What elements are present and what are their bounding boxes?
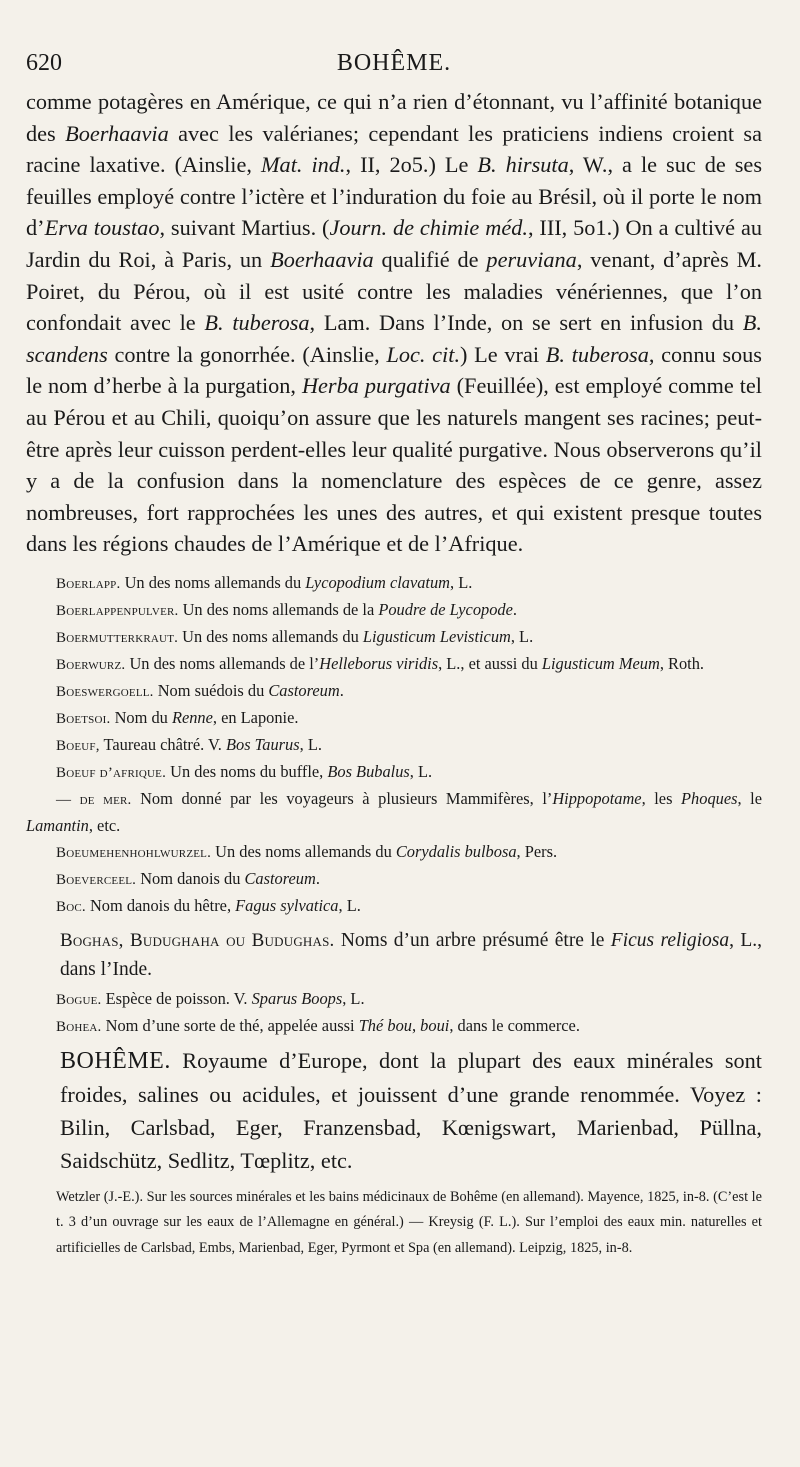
entry-boeverceel: Boeverceel. Nom danois du Castoreum. [56,868,320,888]
entry-boheme: BOHÊME. Royaume d’Europe, dont la plupart des eaux minérales sont froides, salines ou acidules, et jouissent d’une grande renommée. Voyez : Bilin, Carlsbad, Eger, Franzensbad, Kœnigswart, Marienbad, Püllna, Saidschütz, Sedlitz, Tœplitz, etc. [60,1047,762,1173]
entry-boerlapp: Boerlapp. Un des noms allemands du Lycopodium clavatum, L. [56,572,473,592]
dictionary-entries [26,570,762,920]
entry-boeuf: Boeuf, Taureau châtré. V. Bos Taurus, L. [56,734,322,754]
entry-boeswergoell: Boeswergoell. Nom suédois du Castoreum. [56,680,344,700]
entry-boerlappenpulver: Boerlappenpulver. Un des noms allemands de la Poudre de Lycopode. [56,599,517,619]
entry-boeumehenhohlwurzel: Boeumehenhohlwurzel. Un des noms allemands du Corydalis bulbosa, Pers. [56,841,558,861]
running-title: BOHÊME. [336,50,452,76]
entry-boeuf-de-mer: — de mer. Nom donné par les voyageurs à plusieurs Mammifères, l’Hippopotame, les Phoques, le Lamantin, etc. [26,788,763,835]
paragraph-boerhaavia: comme potagères en Amérique, ce qui n’a rien d’étonnant, vu l’affinité botanique des Boerhaavia avec les valérianes; cependant les praticiens indiens croient sa racine laxative. (Ainslie, Mat. ind., II, 2o5.) Le B. hirsuta, W., a le suc de ses feuilles employé contre l’ictère et l’induration du foie au Brésil, où il porte le nom d’Erva toustao, suivant Martius. (Journ. de chimie méd., III, 5o1.) On a cultivé au Jardin du Roi, à Paris, un Boerhaavia qualifié de peruviana, venant, d’après M. Poiret, du Pérou, où il est usité contre les maladies vénériennes, que l’on confondait avec le B. tuberosa, Lam. Dans l’Inde, on se sert en infusion du B. scandens contre la gonorrhée. (Ainslie, Loc. cit.) Le vrai B. tuberosa, connu sous le nom d’herbe à la purgation, Herba purgativa (Feuillée), est employé comme tel au Pérou et au Chili, quoiqu’on assure que les naturels mangent ses racines; peut-être après leur cuisson perdent-elles leur qualité purgative. Nous observerons qu’il y a de la confusion dans la nomenclature des espèces de ce genre, assez nombreuses, fort rapprochées les unes des autres, et qui existent presque toutes dans les régions chaudes de l’Amérique et de l’Afrique. [26,89,763,557]
entry-boc: Boc. Nom danois du hêtre, Fagus sylvatica, L. [56,895,361,915]
entry-boerwurz: Boerwurz. Un des noms allemands de l’Helleborus viridis, L., et aussi du Ligusticum Meum, Roth. [56,653,704,673]
entry-bohea: Bohea. Nom d’une sorte de thé, appelée aussi Thé bou, boui, dans le commerce. [56,1015,580,1035]
entry-boetsoi: Boetsoi. Nom du Renne, en Laponie. [56,707,299,727]
bibliography: Wetzler (J.-E.). Sur les sources minérales et les bains médicinaux de Bohême (en allemand). Mayence, 1825, in-8. (C’est le t. 3 d’un ouvrage sur les eaux de l’Allemagne en général.) — Kreysig (F. L.). Sur l’emploi des eaux min. naturelles et artificielles de Carlsbad, Embs, Marienbad, Eger, Pyrmont et Spa (en allemand). Leipzig, 1825, in-8. [56,1188,762,1256]
entry-boeuf-afrique: Boeuf d’afrique. Un des noms du buffle, Bos Bubalus, L. [56,761,433,781]
entry-boghas: Boghas, Budughaha ou Budughas. Noms d’un arbre présumé être le Ficus religiosa, L., dans l’Inde. [60,929,762,980]
entry-boermutterkraut: Boermutterkraut. Un des noms allemands du Ligusticum Levisticum, L. [56,626,534,646]
page [26,42,762,1261]
page-header [26,42,762,86]
page-number: 620 [26,50,62,76]
entry-bogue: Bogue. Espèce de poisson. V. Sparus Boops, L. [56,988,365,1008]
